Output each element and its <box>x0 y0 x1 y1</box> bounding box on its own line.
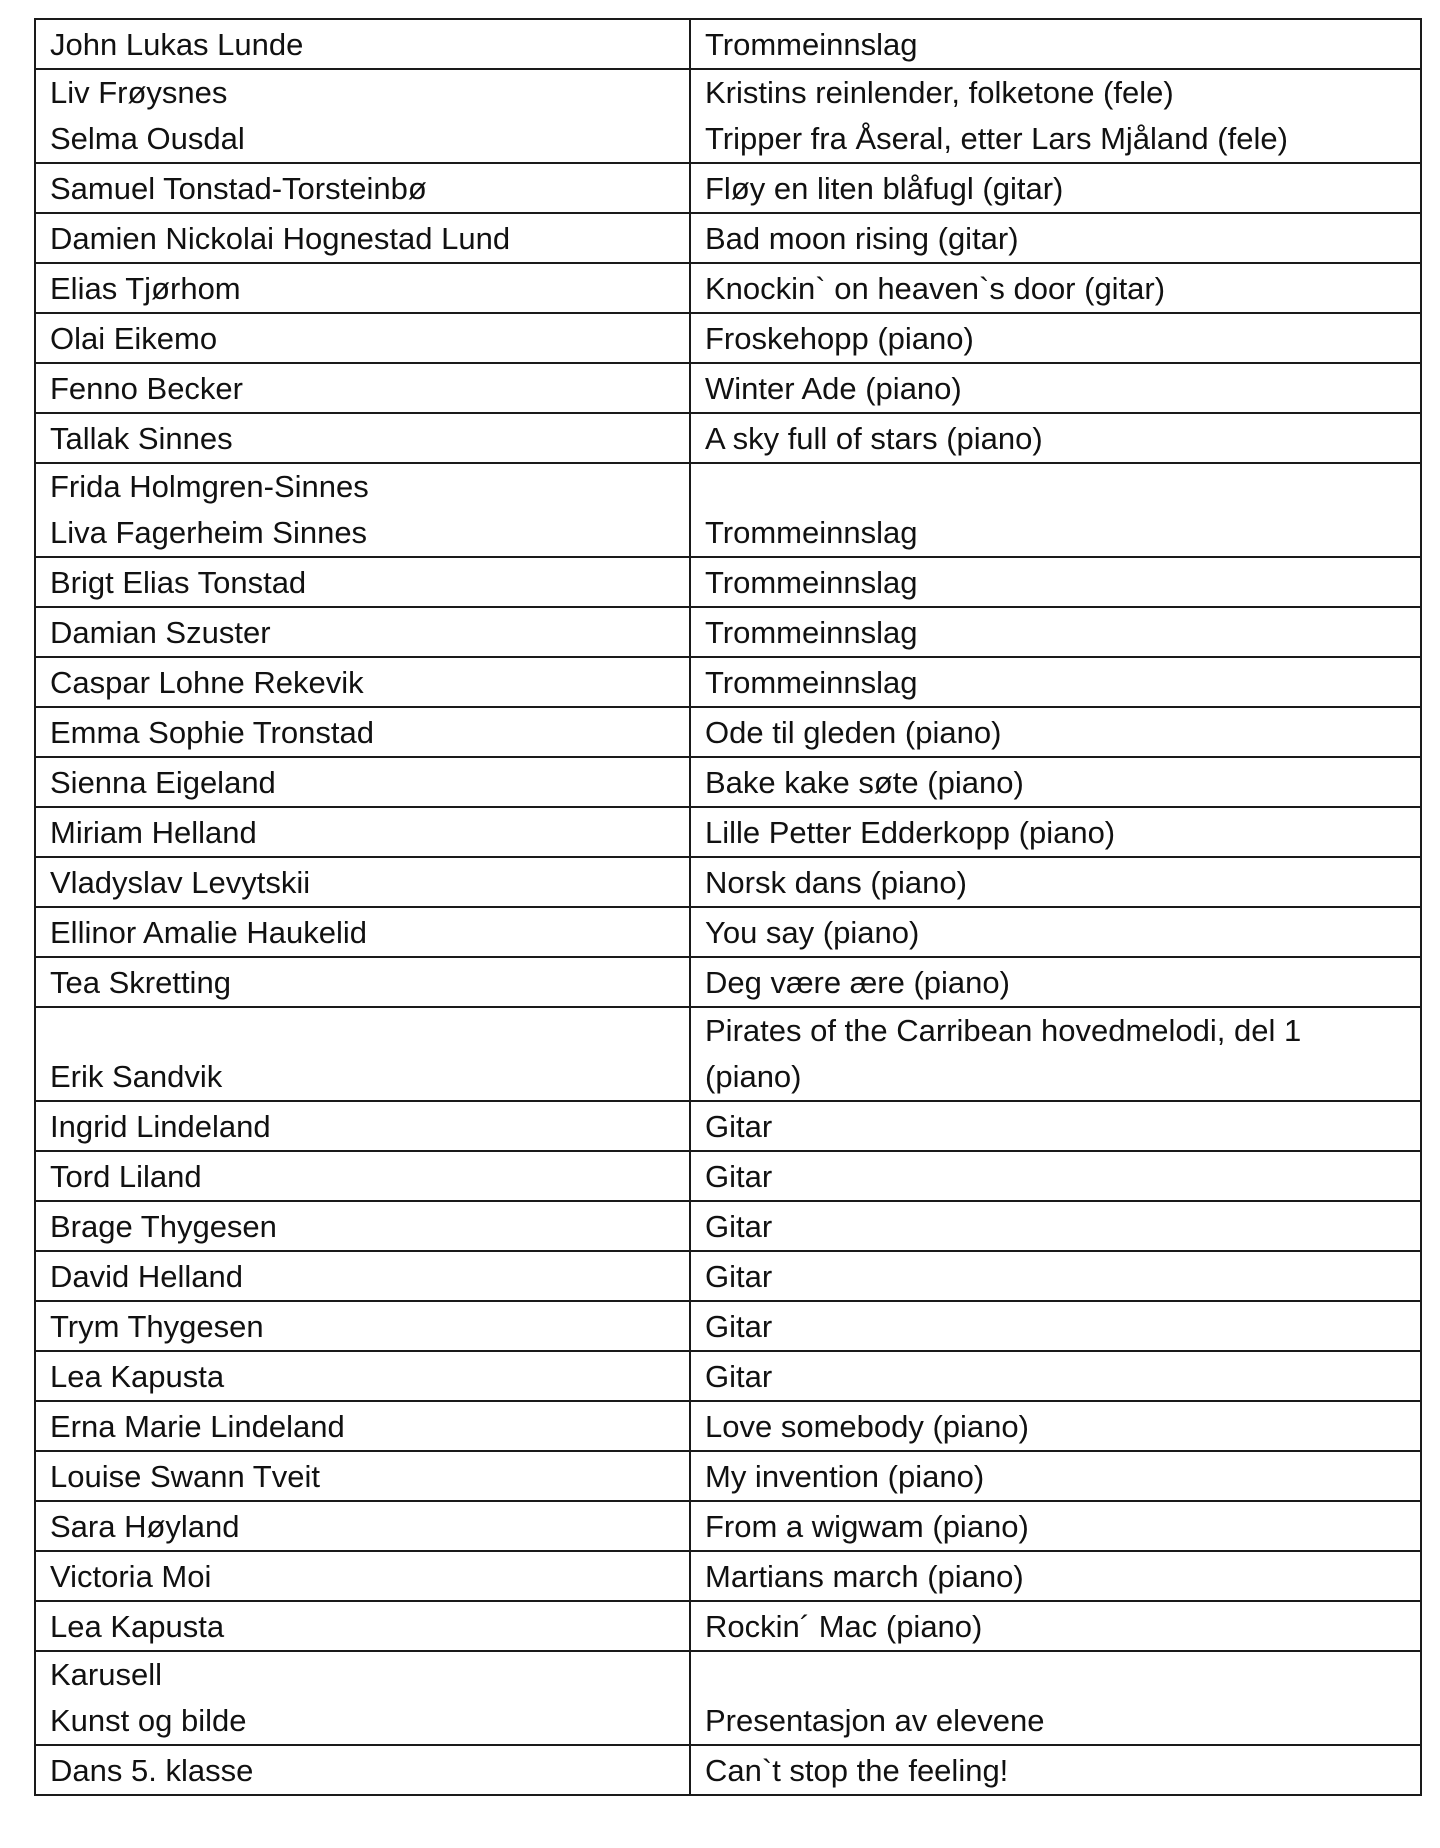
table-row <box>35 707 1421 757</box>
table-row <box>35 1401 1421 1451</box>
piece-title: Trommeinnslag <box>705 27 918 62</box>
program-table-body <box>35 19 1421 1795</box>
performer-name: Tallak Sinnes <box>50 421 233 456</box>
table-row <box>35 463 1421 557</box>
piece-title: You say (piano) <box>705 915 920 950</box>
performer-cell <box>35 1551 690 1601</box>
piece-title: Trommeinnslag <box>705 665 918 700</box>
performer-name: Louise Swann Tveit <box>50 1459 320 1494</box>
performer-name: Lea Kapusta <box>50 1609 225 1644</box>
performer-cell <box>35 657 690 707</box>
table-row <box>35 1601 1421 1651</box>
table-row <box>35 1201 1421 1251</box>
performer-cell <box>35 363 690 413</box>
performer-name: Elias Tjørhom <box>50 271 241 306</box>
performer-cell <box>35 1101 690 1151</box>
table-row <box>35 1351 1421 1401</box>
performer-name: Emma Sophie Tronstad <box>50 715 374 750</box>
piece-title: Deg være ære (piano) <box>705 965 1010 1000</box>
performer-cell <box>35 857 690 907</box>
performer-name: Tea Skretting <box>50 965 231 1000</box>
performer-cell <box>35 413 690 463</box>
performer-cell <box>35 1745 690 1795</box>
performer-cell <box>35 1151 690 1201</box>
table-row <box>35 19 1421 69</box>
piece-cell <box>690 363 1421 413</box>
performer-cell <box>35 1251 690 1301</box>
performer-name: Kunst og bilde <box>50 1703 247 1738</box>
performer-cell <box>35 607 690 657</box>
performer-name: Victoria Moi <box>50 1559 212 1594</box>
piece-title: Gitar <box>705 1209 773 1244</box>
table-row <box>35 857 1421 907</box>
piece-cell <box>690 907 1421 957</box>
piece-title: Froskehopp (piano) <box>705 321 974 356</box>
piece-cell <box>690 707 1421 757</box>
piece-cell <box>690 263 1421 313</box>
table-row <box>35 1151 1421 1201</box>
piece-title: Gitar <box>705 1259 773 1294</box>
piece-title: Trommeinnslag <box>705 565 918 600</box>
performer-cell <box>35 1601 690 1651</box>
performer-name: Sara Høyland <box>50 1509 240 1544</box>
piece-title: Gitar <box>705 1159 773 1194</box>
performer-cell <box>35 19 690 69</box>
performer-name: Sienna Eigeland <box>50 765 276 800</box>
program-table-container <box>34 18 1420 1796</box>
piece-title: Kristins reinlender, folketone (fele) <box>705 75 1174 110</box>
performer-cell <box>35 957 690 1007</box>
table-row <box>35 1745 1421 1795</box>
performer-cell <box>35 463 690 557</box>
table-row <box>35 313 1421 363</box>
piece-title: Rockin´ Mac (piano) <box>705 1609 983 1644</box>
performer-name: David Helland <box>50 1259 243 1294</box>
table-row <box>35 163 1421 213</box>
piece-title: Norsk dans (piano) <box>705 865 967 900</box>
performer-cell <box>35 263 690 313</box>
piece-cell <box>690 757 1421 807</box>
performer-name: Erna Marie Lindeland <box>50 1409 345 1444</box>
performer-name: Vladyslav Levytskii <box>50 865 311 900</box>
piece-cell <box>690 463 1421 557</box>
performer-name: Ingrid Lindeland <box>50 1109 271 1144</box>
piece-cell <box>690 19 1421 69</box>
piece-title: My invention (piano) <box>705 1459 985 1494</box>
performer-name: Caspar Lohne Rekevik <box>50 665 364 700</box>
piece-cell <box>690 1651 1421 1745</box>
performer-cell <box>35 1351 690 1401</box>
piece-title: From a wigwam (piano) <box>705 1509 1029 1544</box>
piece-cell <box>690 1551 1421 1601</box>
performer-cell <box>35 1651 690 1745</box>
piece-title: A sky full of stars (piano) <box>705 421 1043 456</box>
performer-cell <box>35 1007 690 1101</box>
piece-title: Can`t stop the feeling! <box>705 1753 1009 1788</box>
performer-name: Damian Szuster <box>50 615 271 650</box>
piece-cell <box>690 163 1421 213</box>
piece-cell <box>690 557 1421 607</box>
piece-cell <box>690 413 1421 463</box>
piece-title: Lille Petter Edderkopp (piano) <box>705 815 1116 850</box>
performer-name: Liv Frøysnes <box>50 75 228 110</box>
piece-title: Fløy en liten blåfugl (gitar) <box>705 171 1064 206</box>
table-row <box>35 557 1421 607</box>
piece-title: Knockin` on heaven`s door (gitar) <box>705 271 1166 306</box>
performer-name: Miriam Helland <box>50 815 257 850</box>
piece-cell <box>690 1501 1421 1551</box>
piece-title: Winter Ade (piano) <box>705 371 962 406</box>
piece-cell <box>690 607 1421 657</box>
piece-title: Ode til gleden (piano) <box>705 715 1002 750</box>
piece-cell <box>690 1201 1421 1251</box>
performer-name: Karusell <box>50 1657 162 1692</box>
performer-cell <box>35 907 690 957</box>
performer-name: Brage Thygesen <box>50 1209 277 1244</box>
program-table <box>34 18 1422 1796</box>
performer-cell <box>35 213 690 263</box>
table-row <box>35 807 1421 857</box>
piece-cell <box>690 69 1421 163</box>
performer-name: Dans 5. klasse <box>50 1753 254 1788</box>
piece-cell <box>690 1251 1421 1301</box>
performer-cell <box>35 1301 690 1351</box>
performer-name: Selma Ousdal <box>50 121 245 156</box>
performer-cell <box>35 1201 690 1251</box>
piece-cell <box>690 213 1421 263</box>
piece-title: Bad moon rising (gitar) <box>705 221 1019 256</box>
performer-cell <box>35 1451 690 1501</box>
performer-name: Olai Eikemo <box>50 321 218 356</box>
table-row <box>35 1301 1421 1351</box>
piece-cell <box>690 1301 1421 1351</box>
piece-title: Love somebody (piano) <box>705 1409 1029 1444</box>
piece-cell <box>690 1401 1421 1451</box>
table-row <box>35 1251 1421 1301</box>
piece-cell <box>690 1451 1421 1501</box>
performer-cell <box>35 1401 690 1451</box>
performer-cell <box>35 313 690 363</box>
performer-name: Brigt Elias Tonstad <box>50 565 307 600</box>
piece-cell <box>690 1351 1421 1401</box>
performer-name: Samuel Tonstad-Torsteinbø <box>50 171 427 206</box>
table-row <box>35 607 1421 657</box>
table-row <box>35 657 1421 707</box>
performer-cell <box>35 757 690 807</box>
performer-cell <box>35 1501 690 1551</box>
performer-name: Trym Thygesen <box>50 1309 264 1344</box>
table-row <box>35 957 1421 1007</box>
table-row <box>35 363 1421 413</box>
performer-name: Lea Kapusta <box>50 1359 225 1394</box>
table-row <box>35 907 1421 957</box>
performer-name: Erik Sandvik <box>50 1059 223 1094</box>
piece-cell <box>690 1151 1421 1201</box>
performer-cell <box>35 807 690 857</box>
piece-title: Gitar <box>705 1309 773 1344</box>
performer-name: Frida Holmgren-Sinnes <box>50 469 369 504</box>
piece-cell <box>690 313 1421 363</box>
table-row <box>35 1007 1421 1101</box>
performer-name: Liva Fagerheim Sinnes <box>50 515 368 550</box>
piece-cell <box>690 1601 1421 1651</box>
piece-title: Martians march (piano) <box>705 1559 1024 1594</box>
performer-cell <box>35 557 690 607</box>
table-row <box>35 1501 1421 1551</box>
piece-title: Tripper fra Åseral, etter Lars Mjåland (fele) <box>705 121 1288 156</box>
piece-title: Pirates of the Carribean hovedmelodi, del 1 <box>705 1013 1302 1048</box>
piece-title: Gitar <box>705 1109 773 1144</box>
performer-name: Fenno Becker <box>50 371 243 406</box>
performer-name: Ellinor Amalie Haukelid <box>50 915 368 950</box>
piece-title: Bake kake søte (piano) <box>705 765 1024 800</box>
piece-cell <box>690 957 1421 1007</box>
table-row <box>35 413 1421 463</box>
table-row <box>35 1651 1421 1745</box>
piece-title: Trommeinnslag <box>705 515 918 550</box>
performer-cell <box>35 69 690 163</box>
performer-name: Tord Liland <box>50 1159 202 1194</box>
piece-title: Trommeinnslag <box>705 615 918 650</box>
piece-cell <box>690 857 1421 907</box>
table-row <box>35 213 1421 263</box>
piece-title: Gitar <box>705 1359 773 1394</box>
piece-cell <box>690 1745 1421 1795</box>
performer-cell <box>35 707 690 757</box>
piece-cell <box>690 1007 1421 1101</box>
table-row <box>35 263 1421 313</box>
piece-title: (piano) <box>705 1059 802 1094</box>
table-row <box>35 1101 1421 1151</box>
piece-cell <box>690 807 1421 857</box>
table-row <box>35 757 1421 807</box>
piece-cell <box>690 657 1421 707</box>
table-row <box>35 1451 1421 1501</box>
performer-name: Damien Nickolai Hognestad Lund <box>50 221 511 256</box>
piece-cell <box>690 1101 1421 1151</box>
performer-name: John Lukas Lunde <box>50 27 304 62</box>
performer-cell <box>35 163 690 213</box>
piece-title: Presentasjon av elevene <box>705 1703 1045 1738</box>
table-row <box>35 1551 1421 1601</box>
table-row <box>35 69 1421 163</box>
